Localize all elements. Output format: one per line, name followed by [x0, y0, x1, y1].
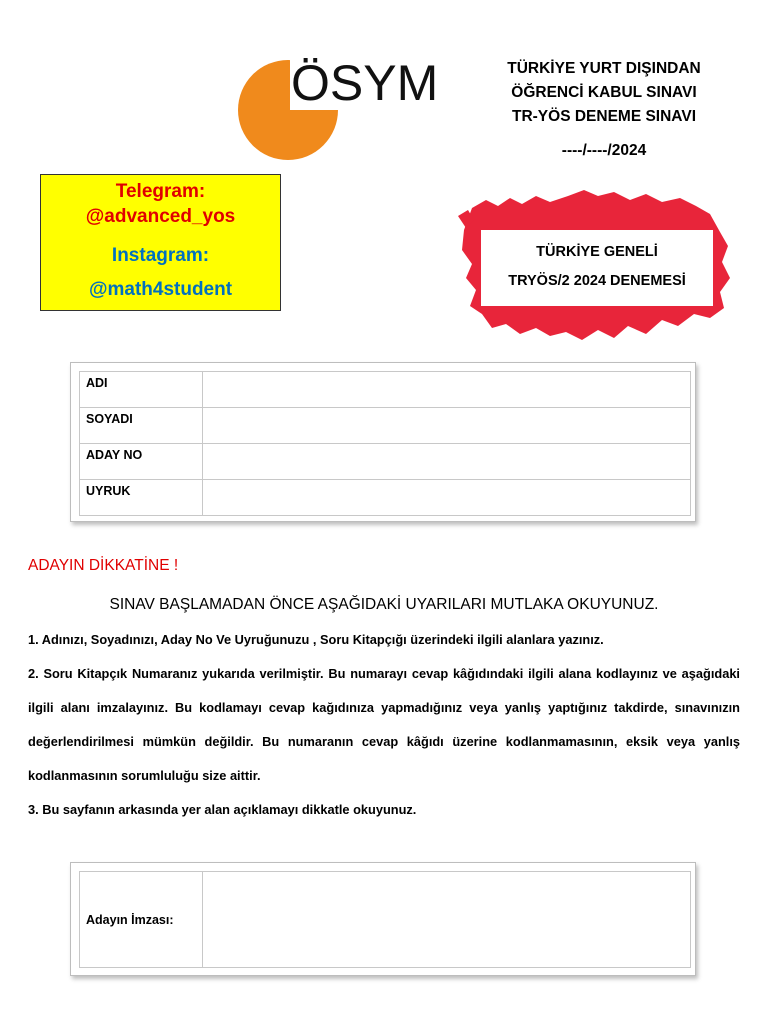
candidate-info-panel [70, 362, 696, 522]
instruction-item-1: 1. Adınızı, Soyadınızı, Aday No Ve Uyruğunuzu , Soru Kitapçığı üzerindeki ilgili alanlara yazınız. [28, 632, 604, 647]
nationality-field[interactable] [203, 480, 691, 516]
exam-title [470, 57, 738, 129]
instructions [28, 623, 740, 827]
signature-label: Adayın İmzası: [80, 872, 203, 968]
logo-text: ÖSYM [291, 55, 439, 111]
exam-date: ----/----/2024 [561, 142, 647, 159]
table-row [80, 408, 691, 444]
badge-line-2: TRYÖS/2 2024 DENEMESİ [508, 273, 686, 289]
social-promo-box [40, 174, 281, 311]
telegram-handle: @advanced_yos [85, 206, 236, 227]
field-label-nationality: UYRUK [80, 480, 203, 516]
field-label-surname: SOYADI [80, 408, 203, 444]
signature-panel [70, 862, 696, 976]
instagram-label: Instagram: [111, 245, 210, 266]
exam-title-line-3: TR-YÖS DENEME SINAVI [511, 108, 696, 125]
name-field[interactable] [203, 372, 691, 408]
notice-subtitle: SINAV BAŞLAMADAN ÖNCE AŞAĞIDAKİ UYARILARI MUTLAKA OKUYUNUZ. [109, 596, 659, 613]
osym-logo [238, 55, 439, 162]
instagram-handle: @math4student [88, 279, 233, 300]
table-row [80, 444, 691, 480]
field-label-name: ADI [80, 372, 203, 408]
telegram-label: Telegram: [115, 181, 206, 202]
candidate-info-table [79, 371, 691, 516]
surname-field[interactable] [203, 408, 691, 444]
instruction-item-3: 3. Bu sayfanın arkasında yer alan açıklamayı dikkatle okuyunuz. [28, 802, 417, 817]
notice-title: ADAYIN DİKKATİNE ! [28, 557, 179, 574]
signature-table [79, 871, 691, 968]
instruction-item-2: 2. Soru Kitapçık Numaranız yukarıda verilmiştir. Bu numarayı cevap kâğıdındaki ilgili alana kodlayınız ve aşağıdaki ilgili alanı imzalayınız. Bu kodlamayı cevap kağıdınıza yapmadığınız veya yanlış yaptığınız takdirde, sınavınızın değerlendirilmesi mümkün değildir. Bu numaranın cevap kâğıdı üzerine kodlanmamasının, eksik veya yanlış kodlanmasının sorumluluğu size aittir. [28, 666, 740, 783]
signature-field[interactable] [203, 872, 691, 968]
badge-line-1: TÜRKİYE GENELİ [536, 244, 658, 260]
exam-title-line-2: ÖĞRENCİ KABUL SINAVI [511, 84, 697, 101]
table-row [80, 372, 691, 408]
table-row [80, 872, 691, 968]
table-row [80, 480, 691, 516]
candidate-no-field[interactable] [203, 444, 691, 480]
exam-title-line-1: TÜRKİYE YURT DIŞINDAN [507, 60, 701, 77]
exam-badge [481, 230, 713, 306]
field-label-candidate-no: ADAY NO [80, 444, 203, 480]
